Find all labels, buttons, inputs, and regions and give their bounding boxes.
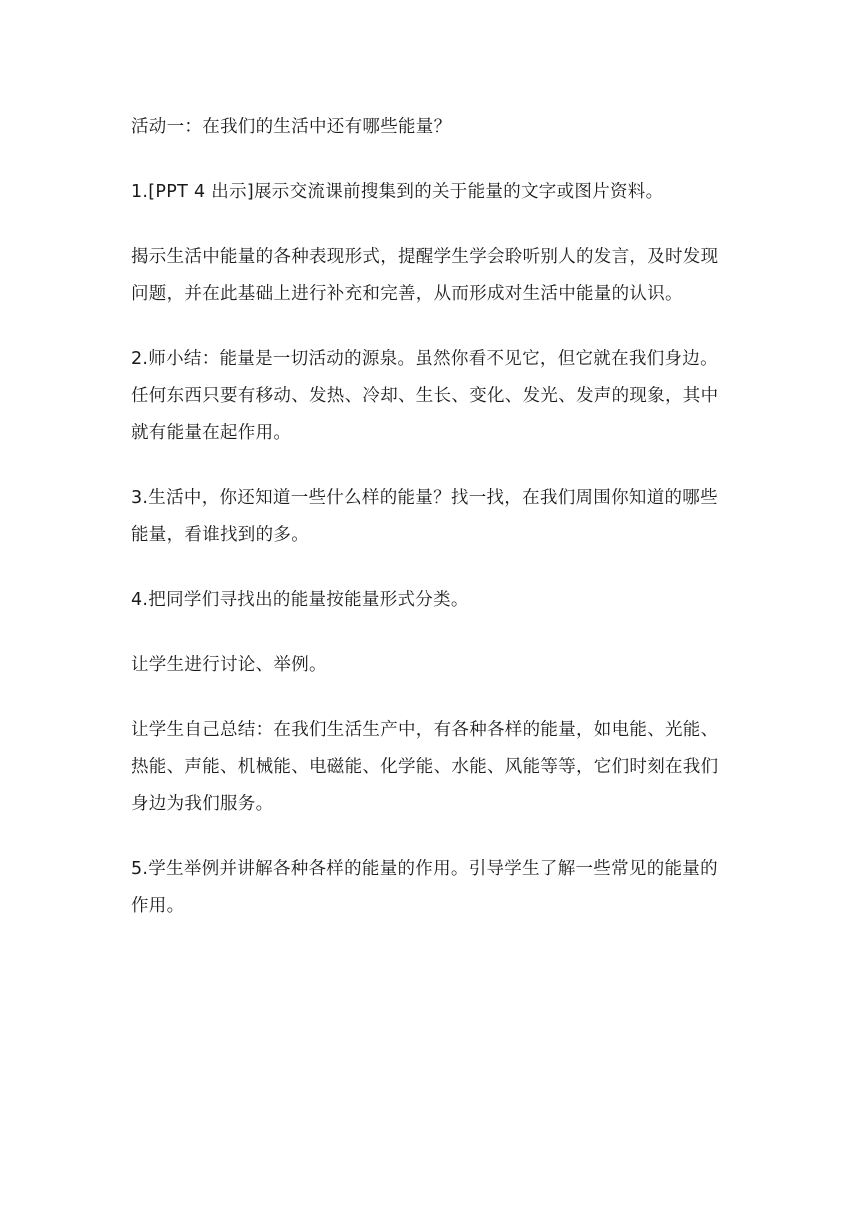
summary-paragraph: 让学生自己总结：在我们生活生产中，有各种各样的能量，如电能、光能、热能、声能、机械能、电磁能、化学能、水能、风能等等，它们时刻在我们身边为我们服务。: [131, 720, 719, 814]
reveal-paragraph: 揭示生活中能量的各种表现形式，提醒学生学会聆听别人的发言，及时发现问题，并在此基础上进行补充和完善，从而形成对生活中能量的认识。: [131, 247, 719, 304]
activity-heading: 活动一：在我们的生活中还有哪些能量？: [131, 117, 452, 137]
step-1-paragraph: 1.[PPT 4 出示]展示交流课前搜集到的关于能量的文字或图片资料。: [131, 182, 664, 202]
step-5-paragraph: 5.学生举例并讲解各种各样的能量的作用。引导学生了解一些常见的能量的作用。: [131, 859, 718, 916]
step-4-paragraph: 4.把同学们寻找出的能量按能量形式分类。: [131, 590, 469, 610]
document-body: [131, 109, 731, 953]
step-3-paragraph: 3.生活中，你还知道一些什么样的能量？找一找，在我们周围你知道的哪些能量，看谁找到的多。: [131, 488, 718, 545]
discussion-paragraph: 让学生进行讨论、举例。: [131, 655, 327, 675]
step-2-paragraph: 2.师小结：能量是一切活动的源泉。虽然你看不见它，但它就在我们身边。任何东西只要有移动、发热、冷却、生长、变化、发光、发声的现象，其中就有能量在起作用。: [131, 349, 719, 443]
